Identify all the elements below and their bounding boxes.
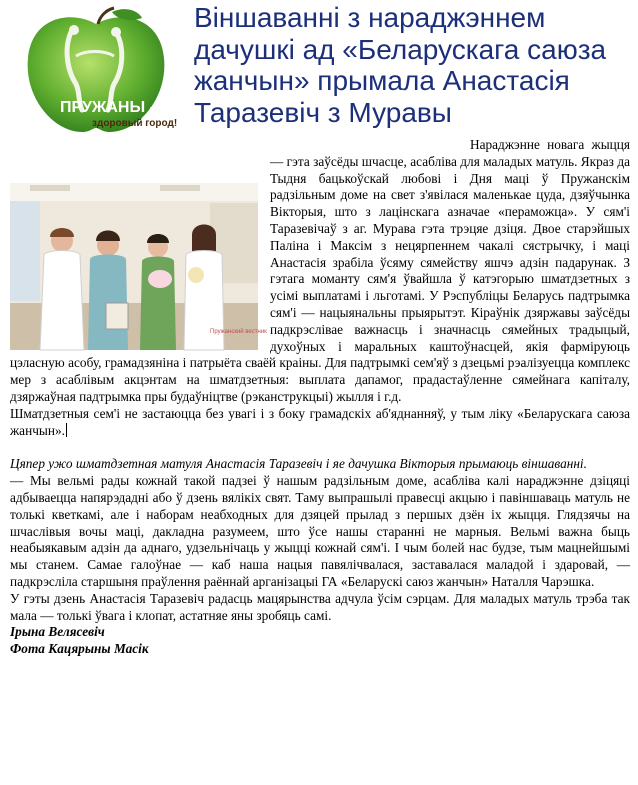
paragraph-3: У гэты дзень Анастасія Таразевіч радасць мацярынства адчула ўсім сэрцам. Для маладых матуль трэба так мала — толькі ўвага і клопат, астатняе яны зробяць самі. [10, 590, 630, 623]
photo-credit: Фота Кацярыны Масік [10, 641, 149, 657]
quote-paragraph: — Мы вельмі рады кожнай такой падзеі ў нашым радзільным доме, асабліва калі нараджэнне дзіцяці адбываецца напярэдадні або ў дзень вялікіх свят. Таму выпрашылі правесці акцыю і павіншаваць матуль не толькі кветкамі, але і наборам неабходных для дзяцей прылад з першых дзён іх жыцця. Глядзячы на шчаслівыя вочы маці, дакладна разумеем, што ўсе нашы старанні не марныя. Вельмі важна быць неабыякавым адзін да аднаго, удзельнічаць у жыцці кожнай сям'і. І чым болей нас будзе, тым мацнейшымі мы станем. Самае галоўнае — каб наша нацыя павялічвалася, заставалася маладой і здаровай, — падкрэсліла старшыня праўлення раённай арганізацыі ГА «Беларускі саюз жанчын» Наталля Чарэшка. [10, 473, 630, 589]
photo-watermark: Пружанский вестник [210, 329, 267, 335]
text-cursor [66, 423, 67, 437]
logo-slogan: здоровый город! [92, 118, 178, 129]
headline: Віншаванні з нараджэннем дачушкі ад «Беларускага саюза жанчын» прымала Анастасія Таразевіч з Муравы [194, 2, 607, 128]
article-photo [10, 183, 267, 350]
italic-caption: Цяпер ужо шматдзетная матуля Анастасія Таразевіч і яе дачушка Вікторыя прымаюць віншаванні. [10, 456, 587, 472]
author-name: Ірына Велясевіч [10, 624, 105, 640]
paragraph-1: Нараджэнне новага жыцця — гэта заўсёды шчасце, асабліва для маладых матуль. Якраз да Тыдня бацькоўскай любові і Дня маці ў Пружанскім радзільным доме на свет з'явілася маленькае цуда, дзяўчынка Вікторыя, што з лацінскага азначае «пераможца». У сям'і Таразевічаў з аг. Мурава гэта трэцяе дзіця. Двое старэйшых Паліна і Максім з нецярпеннем чакалі сястрычку, і маці Анастасія зрабіла ўсяму сямейству яшчэ адзін падарунак. З гэтага моманту сям'я ўвайшла ў катэгорыю шматдзетных з усімі выплатамі і льготамі. У Рэспубліцы Беларусь падтрымка сям'і — нацыянальны прыярытэт. Кіраўнік дзяржавы заўсёды падкрэслівае важнасць і значнасць сямейных традыцый, духоўных і маральных каштоўнасцей, якія фарміруюць цэласную асобу, грамадзяніна і патрыёта сваёй краіны. Для падтрымкі сем'яў з дзецьмі рэалізуецца комплекс мер з асаблівым акцэнтам на шматдзетныя: выплата дапамог, прадастаўленне сямейнага капіталу, дзяржаўная падтрымка пры будаўніцтве (рэканструкцыі) жылля і г.д. [10, 137, 630, 404]
logo-text: ПРУЖАНЫ - [60, 99, 155, 116]
paragraph-2-text: Шматдзетныя сем'і не застаюцца без увагі і з боку грамадскіх аб'яднанняў, у тым ліку «Беларускага саюза жанчын». [10, 405, 630, 438]
article-body [10, 137, 630, 658]
pruzhany-logo [20, 6, 178, 136]
paragraph-2 [10, 406, 630, 440]
